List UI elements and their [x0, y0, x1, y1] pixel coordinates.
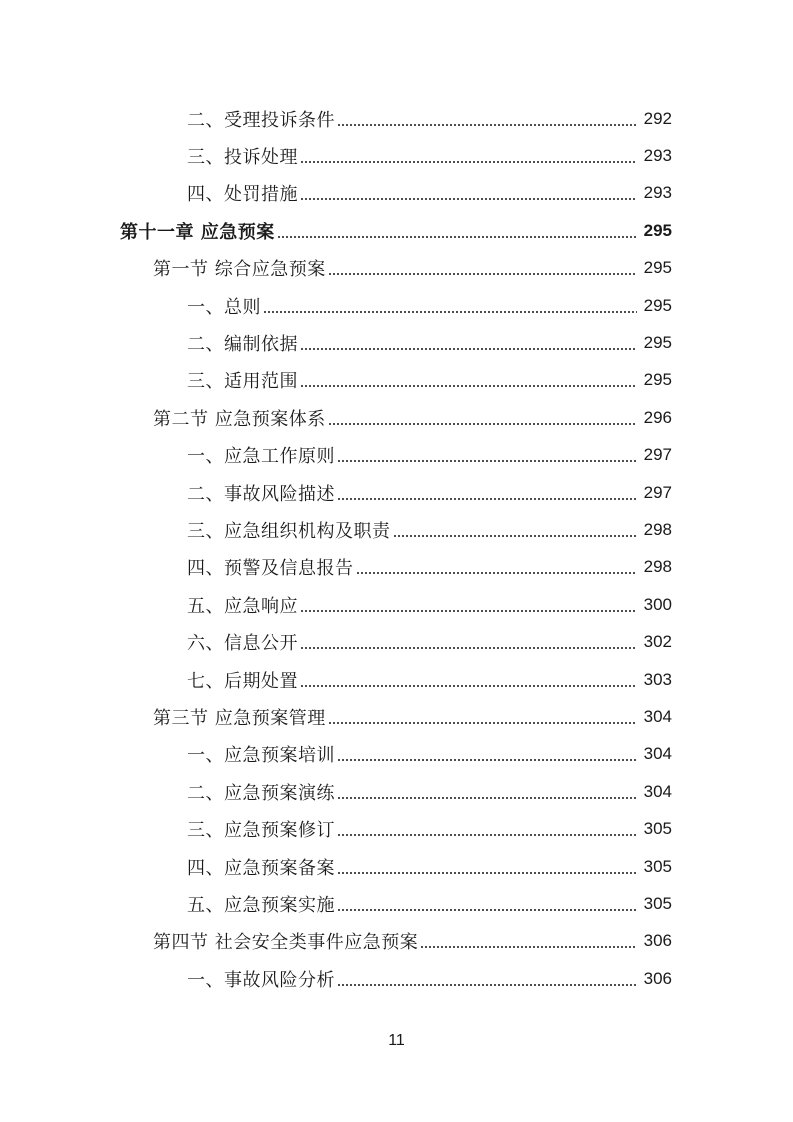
- toc-leader-dots: [337, 797, 637, 799]
- toc-leader-dots: [328, 722, 637, 724]
- toc-entry-label: 四、处罚措施: [187, 180, 300, 206]
- toc-entry-label: 第十一章 应急预案: [120, 218, 277, 244]
- toc-entry-label: 二、编制依据: [187, 330, 300, 356]
- toc-entry-label: 第四节 社会安全类事件应急预案: [153, 928, 420, 954]
- toc-entry-item[interactable]: [0, 324, 793, 361]
- toc-entry-item[interactable]: [0, 661, 793, 698]
- toc-entry-section[interactable]: [0, 250, 793, 287]
- page-number: 11: [388, 1032, 405, 1049]
- toc-entry-page-number: 305: [643, 893, 672, 913]
- toc-entry-item[interactable]: [0, 511, 793, 548]
- toc-leader-dots: [300, 647, 637, 649]
- table-of-contents: [0, 100, 793, 997]
- toc-leader-dots: [420, 946, 637, 948]
- toc-entry-page-number: 295: [643, 333, 672, 353]
- toc-leader-dots: [328, 423, 637, 425]
- toc-leader-dots: [300, 685, 637, 687]
- toc-entry-label: 二、应急预案演练: [187, 779, 337, 805]
- toc-leader-dots: [300, 610, 637, 612]
- toc-entry-page-number: 306: [643, 931, 672, 951]
- toc-entry-section[interactable]: [0, 923, 793, 960]
- toc-leader-dots: [337, 759, 637, 761]
- toc-entry-label: 一、应急工作原则: [187, 442, 337, 468]
- toc-entry-page-number: 303: [643, 669, 672, 689]
- toc-entry-page-number: 305: [643, 819, 672, 839]
- toc-entry-label: 三、投诉处理: [187, 143, 300, 169]
- toc-leader-dots: [337, 872, 637, 874]
- toc-entry-page-number: 295: [643, 370, 672, 390]
- toc-leader-dots: [337, 498, 637, 500]
- toc-entry-item[interactable]: [0, 736, 793, 773]
- toc-entry-item[interactable]: [0, 885, 793, 922]
- toc-entry-item[interactable]: [0, 175, 793, 212]
- toc-entry-item[interactable]: [0, 137, 793, 174]
- toc-entry-item[interactable]: [0, 474, 793, 511]
- toc-entry-item[interactable]: [0, 960, 793, 997]
- toc-entry-chapter[interactable]: [0, 212, 793, 249]
- toc-entry-page-number: 300: [643, 594, 672, 614]
- toc-entry-item[interactable]: [0, 810, 793, 847]
- toc-entry-label: 二、事故风险描述: [187, 480, 337, 506]
- toc-leader-dots: [337, 834, 637, 836]
- toc-entry-label: 第一节 综合应急预案: [153, 255, 328, 281]
- toc-entry-label: 三、应急组织机构及职责: [187, 517, 393, 543]
- toc-leader-dots: [300, 198, 637, 200]
- toc-entry-label: 三、适用范围: [187, 367, 300, 393]
- toc-entry-page-number: 304: [643, 744, 672, 764]
- toc-entry-item[interactable]: [0, 586, 793, 623]
- toc-entry-page-number: 293: [643, 146, 672, 166]
- toc-entry-item[interactable]: [0, 848, 793, 885]
- toc-entry-page-number: 302: [643, 632, 672, 652]
- toc-entry-page-number: 297: [643, 482, 672, 502]
- toc-leader-dots: [300, 161, 637, 163]
- toc-entry-item[interactable]: [0, 100, 793, 137]
- toc-entry-item[interactable]: [0, 623, 793, 660]
- toc-entry-label: 第三节 应急预案管理: [153, 704, 328, 730]
- toc-leader-dots: [393, 535, 638, 537]
- toc-leader-dots: [337, 984, 637, 986]
- toc-entry-item[interactable]: [0, 773, 793, 810]
- toc-leader-dots: [337, 124, 637, 126]
- toc-entry-section[interactable]: [0, 399, 793, 436]
- toc-entry-label: 四、预警及信息报告: [187, 554, 356, 580]
- toc-entry-label: 一、事故风险分析: [187, 966, 337, 992]
- toc-entry-item[interactable]: [0, 362, 793, 399]
- toc-entry-page-number: 298: [643, 557, 672, 577]
- toc-entry-page-number: 293: [643, 183, 672, 203]
- toc-entry-section[interactable]: [0, 698, 793, 735]
- toc-entry-item[interactable]: [0, 549, 793, 586]
- toc-entry-page-number: 295: [643, 295, 672, 315]
- toc-entry-label: 四、应急预案备案: [187, 854, 337, 880]
- toc-entry-page-number: 304: [643, 706, 672, 726]
- toc-entry-label: 二、受理投诉条件: [187, 106, 337, 132]
- toc-leader-dots: [356, 572, 638, 574]
- toc-entry-label: 一、总则: [187, 293, 263, 319]
- toc-entry-page-number: 297: [643, 445, 672, 465]
- toc-leader-dots: [337, 460, 637, 462]
- toc-entry-page-number: 306: [643, 968, 672, 988]
- toc-entry-label: 六、信息公开: [187, 629, 300, 655]
- toc-leader-dots: [263, 311, 637, 313]
- toc-entry-label: 五、应急预案实施: [187, 891, 337, 917]
- toc-entry-label: 第二节 应急预案体系: [153, 405, 328, 431]
- toc-leader-dots: [328, 273, 637, 275]
- toc-entry-page-number: 295: [643, 220, 672, 240]
- toc-entry-label: 七、后期处置: [187, 667, 300, 693]
- toc-entry-page-number: 296: [643, 407, 672, 427]
- toc-leader-dots: [277, 236, 637, 238]
- toc-entry-label: 五、应急响应: [187, 592, 300, 618]
- toc-leader-dots: [300, 348, 637, 350]
- toc-entry-page-number: 305: [643, 856, 672, 876]
- toc-entry-page-number: 304: [643, 781, 672, 801]
- toc-leader-dots: [337, 909, 637, 911]
- toc-entry-page-number: 292: [643, 108, 672, 128]
- toc-entry-item[interactable]: [0, 287, 793, 324]
- toc-entry-label: 一、应急预案培训: [187, 741, 337, 767]
- toc-entry-page-number: 298: [643, 519, 672, 539]
- toc-entry-page-number: 295: [643, 258, 672, 278]
- toc-leader-dots: [300, 385, 637, 387]
- toc-entry-label: 三、应急预案修订: [187, 816, 337, 842]
- toc-entry-item[interactable]: [0, 437, 793, 474]
